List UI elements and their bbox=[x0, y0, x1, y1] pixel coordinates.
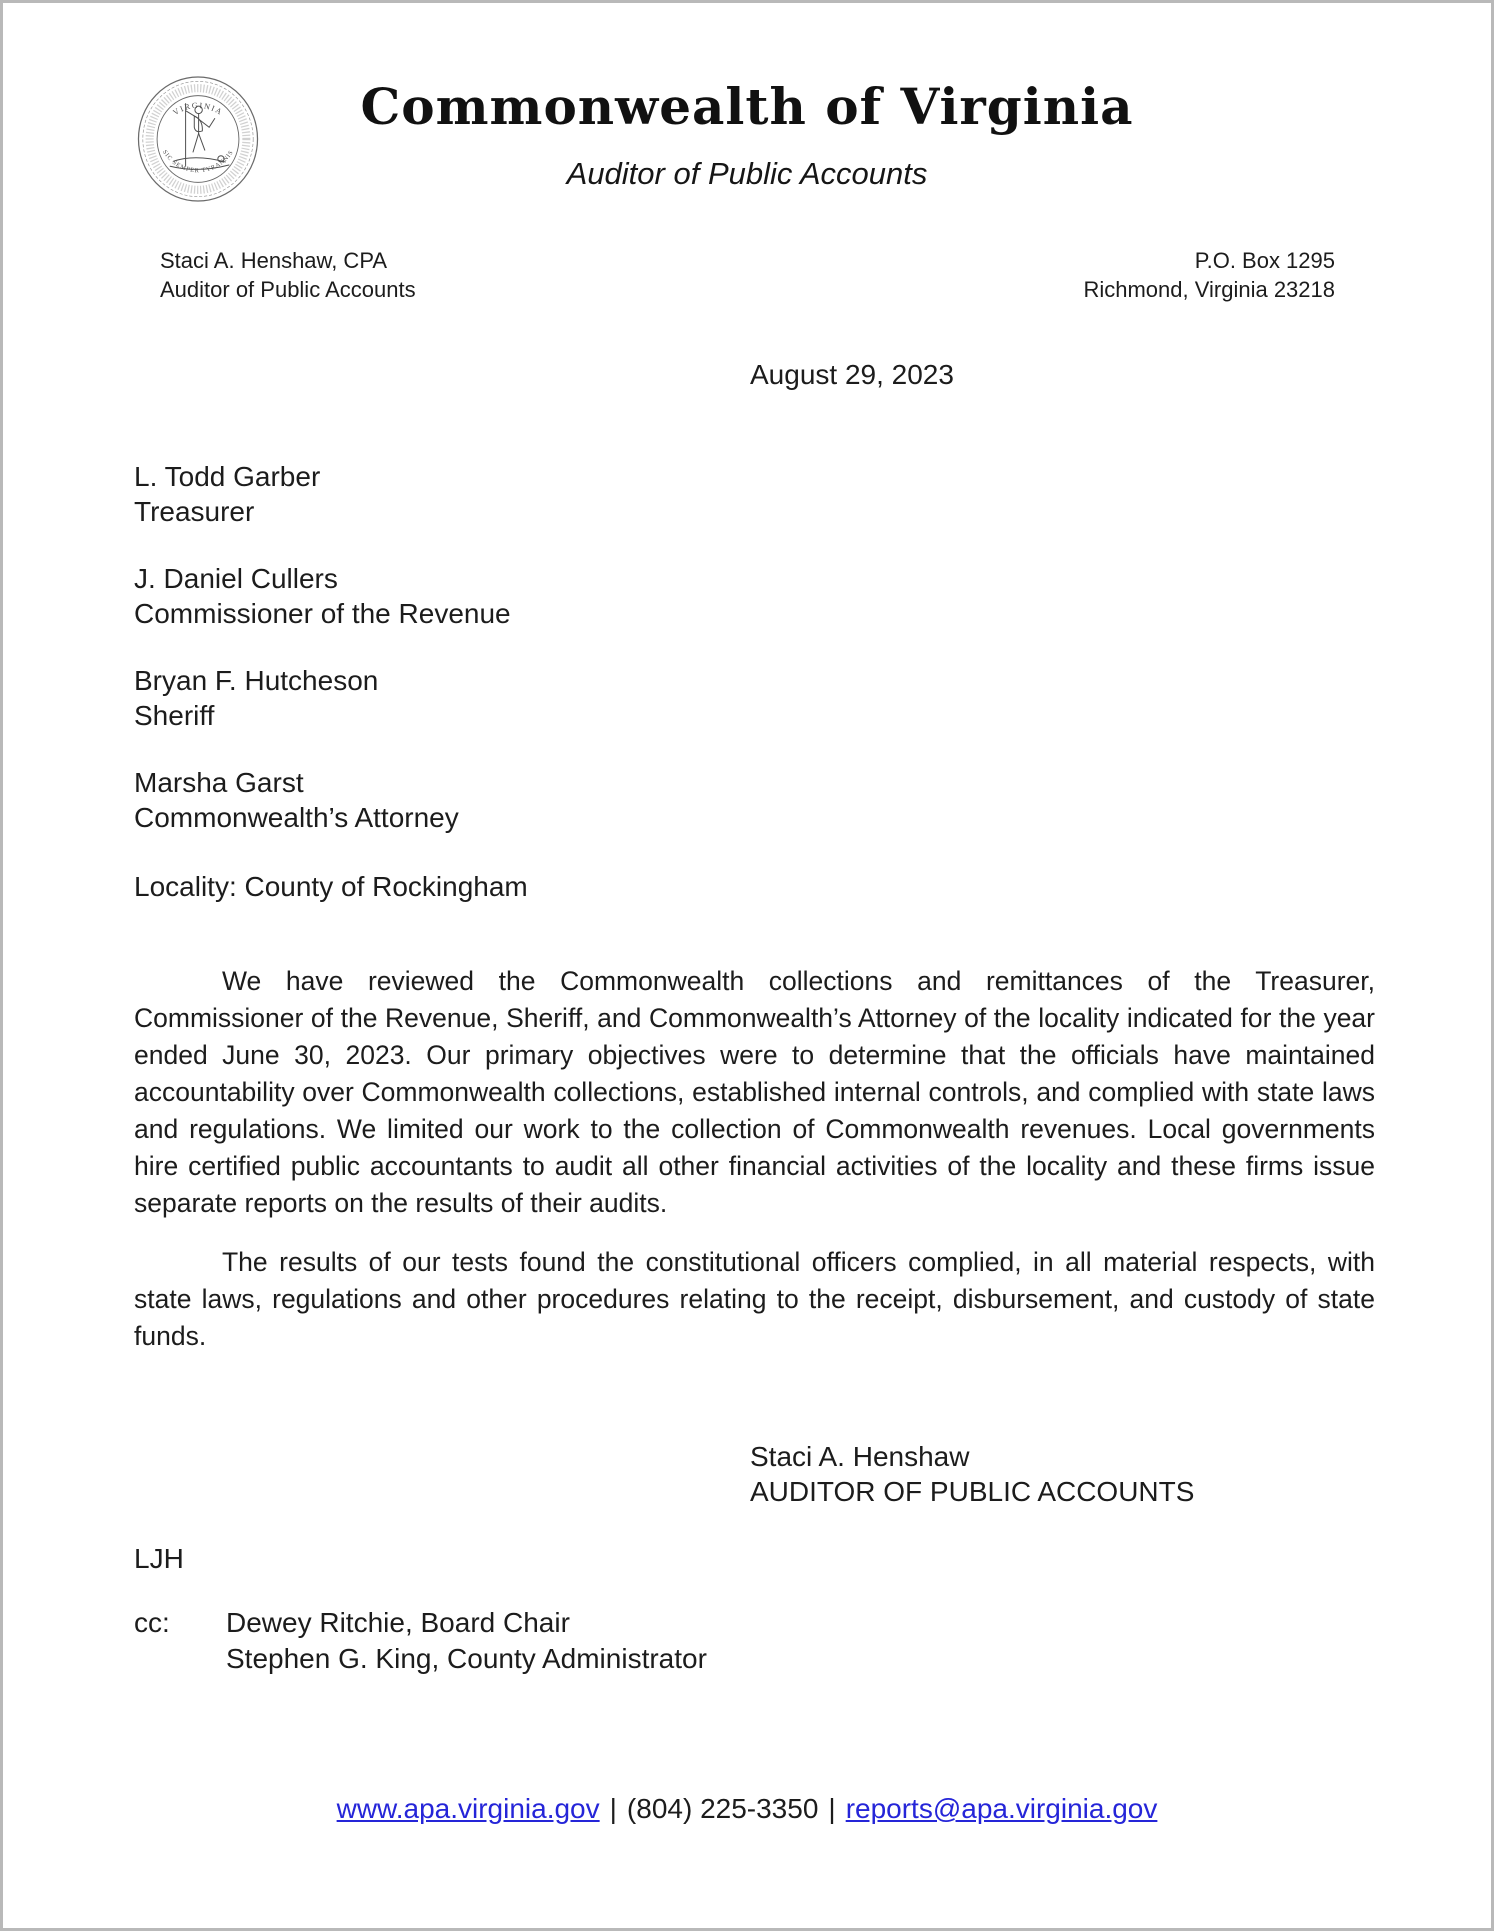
cc-name: Stephen G. King, County Administrator bbox=[226, 1643, 707, 1674]
seal-bottom-text: SIC SEMPER TYRANNIS bbox=[160, 148, 236, 175]
locality-line: Locality: County of Rockingham bbox=[134, 871, 528, 902]
official-name: Staci A. Henshaw, CPA bbox=[160, 248, 388, 273]
letter-body bbox=[134, 963, 1375, 1377]
cc-label: cc: bbox=[134, 1607, 170, 1638]
signature-block bbox=[750, 1439, 1194, 1509]
typist-initials: LJH bbox=[134, 1543, 184, 1574]
recipient-name: Marsha Garst bbox=[134, 767, 304, 798]
footer-separator: | bbox=[828, 1793, 836, 1824]
website-link[interactable]: www.apa.virginia.gov bbox=[336, 1793, 600, 1824]
email-link[interactable]: reports@apa.virginia.gov bbox=[845, 1793, 1158, 1824]
po-box: P.O. Box 1295 bbox=[1194, 248, 1335, 273]
recipient-block bbox=[134, 561, 528, 631]
official-title: Auditor of Public Accounts bbox=[160, 277, 416, 302]
footer-separator: | bbox=[609, 1793, 617, 1824]
cc-name: Dewey Ritchie, Board Chair bbox=[226, 1607, 570, 1638]
recipient-name: L. Todd Garber bbox=[134, 461, 321, 492]
body-paragraph: We have reviewed the Commonwealth collections and remittances of the Treasurer, Commissioner of the Revenue, Sheriff, and Commonwealth’s Attorney of the locality indicated for the year ended June 30, 2023. Our primary objectives were to determine that the officials have maintained accountability over Commonwealth collections, established internal controls, and complied with state laws and regulations. We limited our work to the collection of Commonwealth revenues. Local governments hire certified public accountants to audit all other financial activities of the locality and these firms issue separate reports on the results of their audits. bbox=[134, 966, 1375, 1218]
recipient-block bbox=[134, 765, 528, 835]
recipient-name: J. Daniel Cullers bbox=[134, 563, 338, 594]
page-subtitle: Auditor of Public Accounts bbox=[566, 156, 928, 191]
footer-contact-line bbox=[3, 1793, 1491, 1825]
recipient-block bbox=[134, 663, 528, 733]
recipient-block bbox=[134, 459, 528, 529]
recipient-list bbox=[134, 459, 528, 904]
signer-title: AUDITOR OF PUBLIC ACCOUNTS bbox=[750, 1476, 1195, 1507]
recipient-title: Sheriff bbox=[134, 700, 215, 731]
recipient-title: Commissioner of the Revenue bbox=[134, 598, 511, 629]
phone-number: (804) 225-3350 bbox=[626, 1793, 819, 1824]
body-paragraph: The results of our tests found the constitutional officers complied, in all material respects, with state laws, regulations and other procedures relating to the receipt, disbursement, and custody of state funds. bbox=[134, 1247, 1375, 1351]
page-title: Commonwealth of Virginia bbox=[360, 77, 1134, 136]
recipient-title: Commonwealth’s Attorney bbox=[134, 802, 459, 833]
recipient-name: Bryan F. Hutcheson bbox=[134, 665, 379, 696]
letter-date: August 29, 2023 bbox=[750, 359, 954, 390]
letterhead-address-block bbox=[1083, 246, 1335, 304]
letterhead-official-block bbox=[160, 246, 416, 304]
seal-top-text: VIRGINIA bbox=[171, 100, 225, 118]
cc-names bbox=[226, 1605, 707, 1677]
recipient-title: Treasurer bbox=[134, 496, 255, 527]
city-state-zip: Richmond, Virginia 23218 bbox=[1083, 277, 1335, 302]
cc-block bbox=[134, 1605, 707, 1677]
signer-name: Staci A. Henshaw bbox=[750, 1441, 970, 1472]
